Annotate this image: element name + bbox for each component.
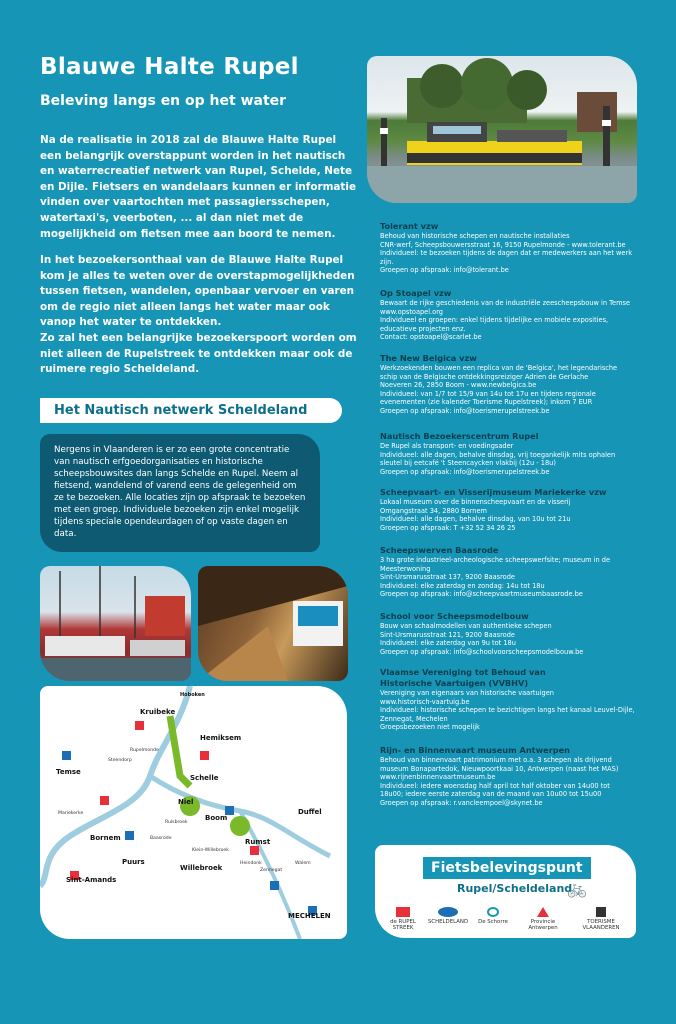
map-label: Niel	[178, 798, 194, 806]
org-item	[380, 487, 635, 532]
org-text: Bouw van schaalmodellen van authentieke schepen Sint-Ursmarusstraat 121, 9200 Baasrode Individueel: elke zaterdag van 9u tot 18u Groepen op afspraak: info@schoolvoorscheepsmodelbouw.be	[380, 622, 584, 656]
map-label: Temse	[56, 768, 81, 776]
org-text: Lokaal museum over de binnenscheepvaart en de visserij Omgangstraat 34, 2880 Bornem Individueel: alle dagen, behalve dinsdag, van 10u tot 21u Groepen op afspraak: T +32 52 34 26 25	[380, 498, 571, 532]
org-text: Behoud van binnenvaart patrimonium met o.a. 3 schepen als drijvend museum Bonapartedok, Nieuwpoortkaai 10, Antwerpen (naast het MAS) www.rijnenbinnenvaartmuseum.be Individueel: iedere woensdag half april tot half oktober van 14u00 tot 18u00; iedere eerste zaterdag van de maand van 10u00 tot 15u00 Groepen op afspraak: r.vancleempoel@skynet.be	[380, 756, 619, 807]
section-heading: Het Nautisch netwerk Scheldeland	[40, 398, 342, 423]
org-item	[380, 745, 635, 808]
bicycle-icon: 🚲	[567, 879, 587, 898]
map-label: Bornem	[90, 834, 121, 842]
map-label: Sint-Amands	[66, 876, 117, 884]
ferry-photo	[367, 56, 637, 203]
map-label: Baasrode	[150, 836, 172, 841]
logo-provincie-antwerpen	[517, 907, 569, 931]
org-name: Rijn- en Binnenvaart museum Antwerpen	[380, 745, 570, 755]
map-label: MECHELEN	[288, 912, 331, 920]
map-label: Hoboken	[180, 692, 205, 698]
intro-paragraph-2: In het bezoekersonthaal van de Blauwe Halte Rupel kom je alles te weten over de overstapmogelijkheden tussen fietsen, wandelen, openbaar vervoer en varen om de regio niet alleen langs het water maar ook vanop het water te ontdekken. Zo zal het een belangrijke bezoekerspoort worden om niet alleen de Rupelstreek te ontdekken maar ook de ruimere regio Scheldeland.	[40, 254, 357, 376]
page-title: Blauwe Halte Rupel	[40, 54, 299, 80]
org-text: De Rupel als transport- en voedingsader Individueel: alle dagen, behalve dinsdag, vrij toegankelijk mits ophalen sleutel bij eetcafé 't Steencaycken vlakbij (12u - 18u) Groepen op afspraak: info@toerismerupelstreek.be	[380, 442, 616, 476]
org-name: School voor Scheepsmodelbouw	[380, 611, 529, 621]
org-text: 3 ha grote industrieel-archeologische scheepswerfsite; museum in de Meesterwoning Sint-Ursmarusstraat 137, 9200 Baasrode Individueel: elke zaterdag en zondag: 14u tot 18u Groepen op afspraak: info@scheepvaartmuseumbaasrode.be	[380, 556, 610, 599]
logo-label: SCHELDELAND	[427, 919, 469, 925]
map-label: Hemiksem	[200, 734, 242, 742]
map-label: Rulsbroek	[165, 820, 188, 825]
harbour-photo	[40, 566, 191, 681]
logo-de-schorre	[473, 907, 513, 925]
map-label: Zennegat	[260, 868, 283, 873]
map-label: Rumst	[245, 838, 271, 846]
org-name: The New Belgica vzw	[380, 353, 477, 363]
intro-paragraph-1: Na de realisatie in 2018 zal de Blauwe Halte Rupel een belangrijk overstappunt worden in het nautisch en waterrecreatief netwerk van Rupel, Schelde, Nete en Dijle. Fietsers en wandelaars kunnen er informatie vinden over vaartochten met passagiersschepen, watertaxi's, veerboten, ... al dan niet met de mogelijkheid om fietsen mee aan boord te nemen.	[40, 134, 356, 240]
logo-scheldeland	[427, 907, 469, 925]
museum-illustration	[198, 566, 348, 681]
fiets-subtitle: Rupel/Scheldeland	[457, 882, 573, 895]
org-item	[380, 431, 635, 476]
logo-label: Provincie Antwerpen	[528, 919, 558, 931]
logo-label: de RUPEL STREEK	[390, 919, 416, 931]
map-label: Rupelmonde	[130, 748, 159, 753]
org-text: Vereniging van eigenaars van historische vaartuigen www.historisch-vaartuig.be Individueel: historische schepen te bezichtigen langs het kanaal Leuvel-Dijle, Zennegat, Mechelen Groepsbezoeken niet mogelijk	[380, 689, 635, 732]
map-label: Mariekerke	[58, 811, 84, 816]
org-item	[380, 667, 635, 732]
org-name: Vlaamse Vereniging tot Behoud van Historische Vaartuigen (VVBHV)	[380, 667, 546, 688]
map-label: Puurs	[122, 858, 145, 866]
page-subtitle: Beleving langs en op het water	[40, 93, 287, 109]
map-label: Kruibeke	[140, 708, 176, 716]
museum-interior-photo	[198, 566, 348, 681]
org-name: Scheepvaart- en Visserijmuseum Mariekerke vzw	[380, 487, 607, 497]
ferry-illustration	[367, 56, 637, 203]
org-text: Bewaart de rijke geschiedenis van de industriële zeescheepsbouw in Temse www.opstoapel.org Individueel en groepen: enkel tijdens tijdelijke en mobiele exposities, educatieve projecten enz. Contact: opstoapel@scarlet.be	[380, 299, 631, 342]
org-item	[380, 545, 635, 599]
map-label: Schelle	[190, 774, 219, 782]
org-name: Scheepswerven Baasrode	[380, 545, 499, 555]
fiets-title: Fietsbelevingspunt	[423, 857, 591, 879]
network-map	[40, 686, 347, 939]
logo-toerisme-vlaanderen	[573, 907, 629, 931]
org-item	[380, 353, 635, 416]
fietsbelevingspunt-box	[375, 845, 636, 938]
map-label: Willebroek	[180, 864, 223, 872]
org-name: Op Stoapel vzw	[380, 288, 452, 298]
org-item	[380, 288, 635, 342]
org-item	[380, 221, 635, 275]
org-text: Behoud van historische schepen en nautische installaties CNR-werf, Scheepsbouwersstraat 16, 9150 Rupelmonde - www.tolerant.be Individueel: te bezoeken tijdens de dagen dat er medewerkers aan het werk zijn. Groepen op afspraak: info@tolerant.be	[380, 232, 633, 275]
org-item	[380, 611, 635, 656]
logo-de-rupelstreek	[383, 907, 423, 931]
org-name: Nautisch Bezoekerscentrum Rupel	[380, 431, 539, 441]
org-name: Tolerant vzw	[380, 221, 439, 231]
map-label: Klein-Willebroek	[192, 848, 229, 853]
logo-label: TOERISME VLAANDEREN	[582, 919, 620, 931]
map-label: Steendorp	[108, 758, 132, 763]
info-box: Nergens in Vlaanderen is er zo een grote concentratie van nautisch erfgoedorganisaties en historische scheepsbouwsites dan langs Schelde en Rupel. Neem al fietsend, wandelend of varend eens de gelegenheid om ze te bezoeken. Alle locaties zijn op afspraak te bezoeken met een groep. Individuele bezoeken zijn enkel mogelijk tijdens speciale opendeurdagen of op vaste dagen en data.	[40, 434, 320, 552]
org-text: Werkzoekenden bouwen een replica van de 'Belgica', het legendarische schip van de Belgische ontdekkingsreiziger Adrien de Gerlache Noeveren 26, 2850 Boom - www.newbelgica.be Individueel: van 1/7 tot 15/9 van 14u tot 17u en tijdens regionale evenementen (zie kalender Toerisme Rupelstreek); inkom 7 EUR Groepen op afspraak: info@toerismerupelstreek.be	[380, 364, 618, 415]
map-label: Heindonk	[240, 861, 262, 866]
map-label: Duffel	[298, 808, 322, 816]
map-label: Boom	[205, 814, 228, 822]
boats-illustration	[40, 566, 191, 681]
map-label: Walem	[295, 861, 311, 866]
logo-label: De Schorre	[478, 919, 508, 925]
